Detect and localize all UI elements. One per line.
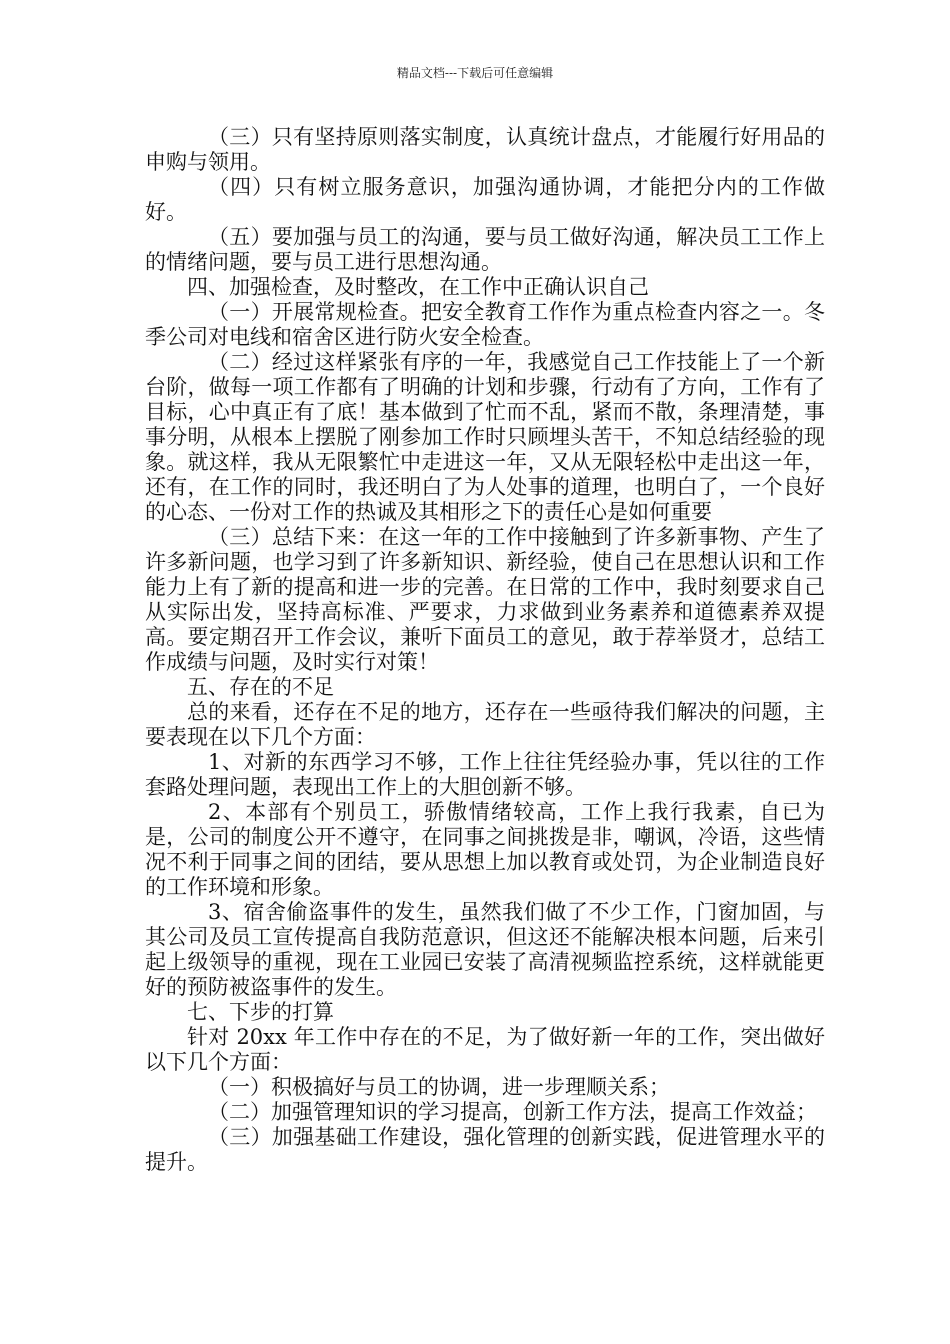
section-heading: 五、存在的不足 — [187, 675, 334, 699]
paragraph: 1、对新的东西学习不够，工作上往往凭经验办事，凭以往的工作套路处理问题，表现出工作上的大胆创新不够。 — [145, 750, 825, 799]
paragraph: 总的来看，还存在不足的地方，还存在一些亟待我们解决的问题，主要表现在以下几个方面： — [145, 700, 825, 749]
paragraph: （五）要加强与员工的沟通，要与员工做好沟通，解决员工工作上的情绪问题，要与员工进行思想沟通。 — [145, 225, 825, 274]
paragraph: （一）开展常规检查。把安全教育工作作为重点检查内容之一。冬季公司对电线和宿舍区进行防火安全检查。 — [145, 300, 825, 349]
document-body — [145, 125, 825, 1175]
paragraph: （三）总结下来：在这一年的工作中接触到了许多新事物、产生了许多新问题，也学习到了许多新知识、新经验，使自己在思想认识和工作能力上有了新的提高和进一步的完善。在日常的工作中，我时刻要求自己从实际出发，坚持高标准、严要求，力求做到业务素养和道德素养双提高。要定期召开工作会议，兼听下面员工的意见，敢于荐举贤才，总结工作成绩与问题，及时实行对策！ — [145, 525, 825, 674]
paragraph: （四）只有树立服务意识，加强沟通协调，才能把分内的工作做好。 — [145, 175, 825, 224]
paragraph: 针对 20xx 年工作中存在的不足，为了做好新一年的工作，突出做好以下几个方面： — [145, 1025, 825, 1074]
section-heading: 七、下步的打算 — [187, 1000, 334, 1024]
paragraph: 2、本部有个别员工，骄傲情绪较高，工作上我行我素，自已为是，公司的制度公开不遵守，在同事之间挑拨是非，嘲讽，冷语，这些情况不利于同事之间的团结，要从思想上加以教育或处罚，为企业制造良好的工作环境和形象。 — [145, 800, 825, 899]
paragraph: （一）积极搞好与员工的协调，进一步理顺关系； — [208, 1075, 670, 1099]
paragraph: （二）经过这样紧张有序的一年，我感觉自己工作技能上了一个新台阶，做每一项工作都有了明确的计划和步骤，行动有了方向，工作有了目标，心中真正有了底！基本做到了忙而不乱，紧而不散，条理清楚，事事分明，从根本上摆脱了刚参加工作时只顾埋头苦干，不知总结经验的现象。就这样，我从无限繁忙中走进这一年，又从无限轻松中走出这一年，还有，在工作的同时，我还明白了为人处事的道理，也明白了，一个良好的心态、一份对工作的热诚及其相形之下的责任心是如何重要 — [145, 350, 825, 524]
paragraph: （三）只有坚持原则落实制度，认真统计盘点，才能履行好用品的申购与领用。 — [145, 125, 825, 174]
paragraph: （三）加强基础工作建设，强化管理的创新实践，促进管理水平的提升。 — [145, 1125, 825, 1174]
paragraph: 3、宿舍偷盗事件的发生，虽然我们做了不少工作，门窗加固，与其公司及员工宣传提高自我防范意识，但这还不能解决根本问题，后来引起上级领导的重视，现在工业园已安装了高清视频监控系统，这样就能更好的预防被盗事件的发生。 — [145, 900, 825, 999]
page-header: 精品文档---下载后可任意编辑 — [396, 66, 554, 80]
paragraph: （二）加强管理知识的学习提高，创新工作方法，提高工作效益； — [208, 1100, 817, 1124]
section-heading: 四、加强检查，及时整改，在工作中正确认识自己 — [187, 275, 649, 299]
